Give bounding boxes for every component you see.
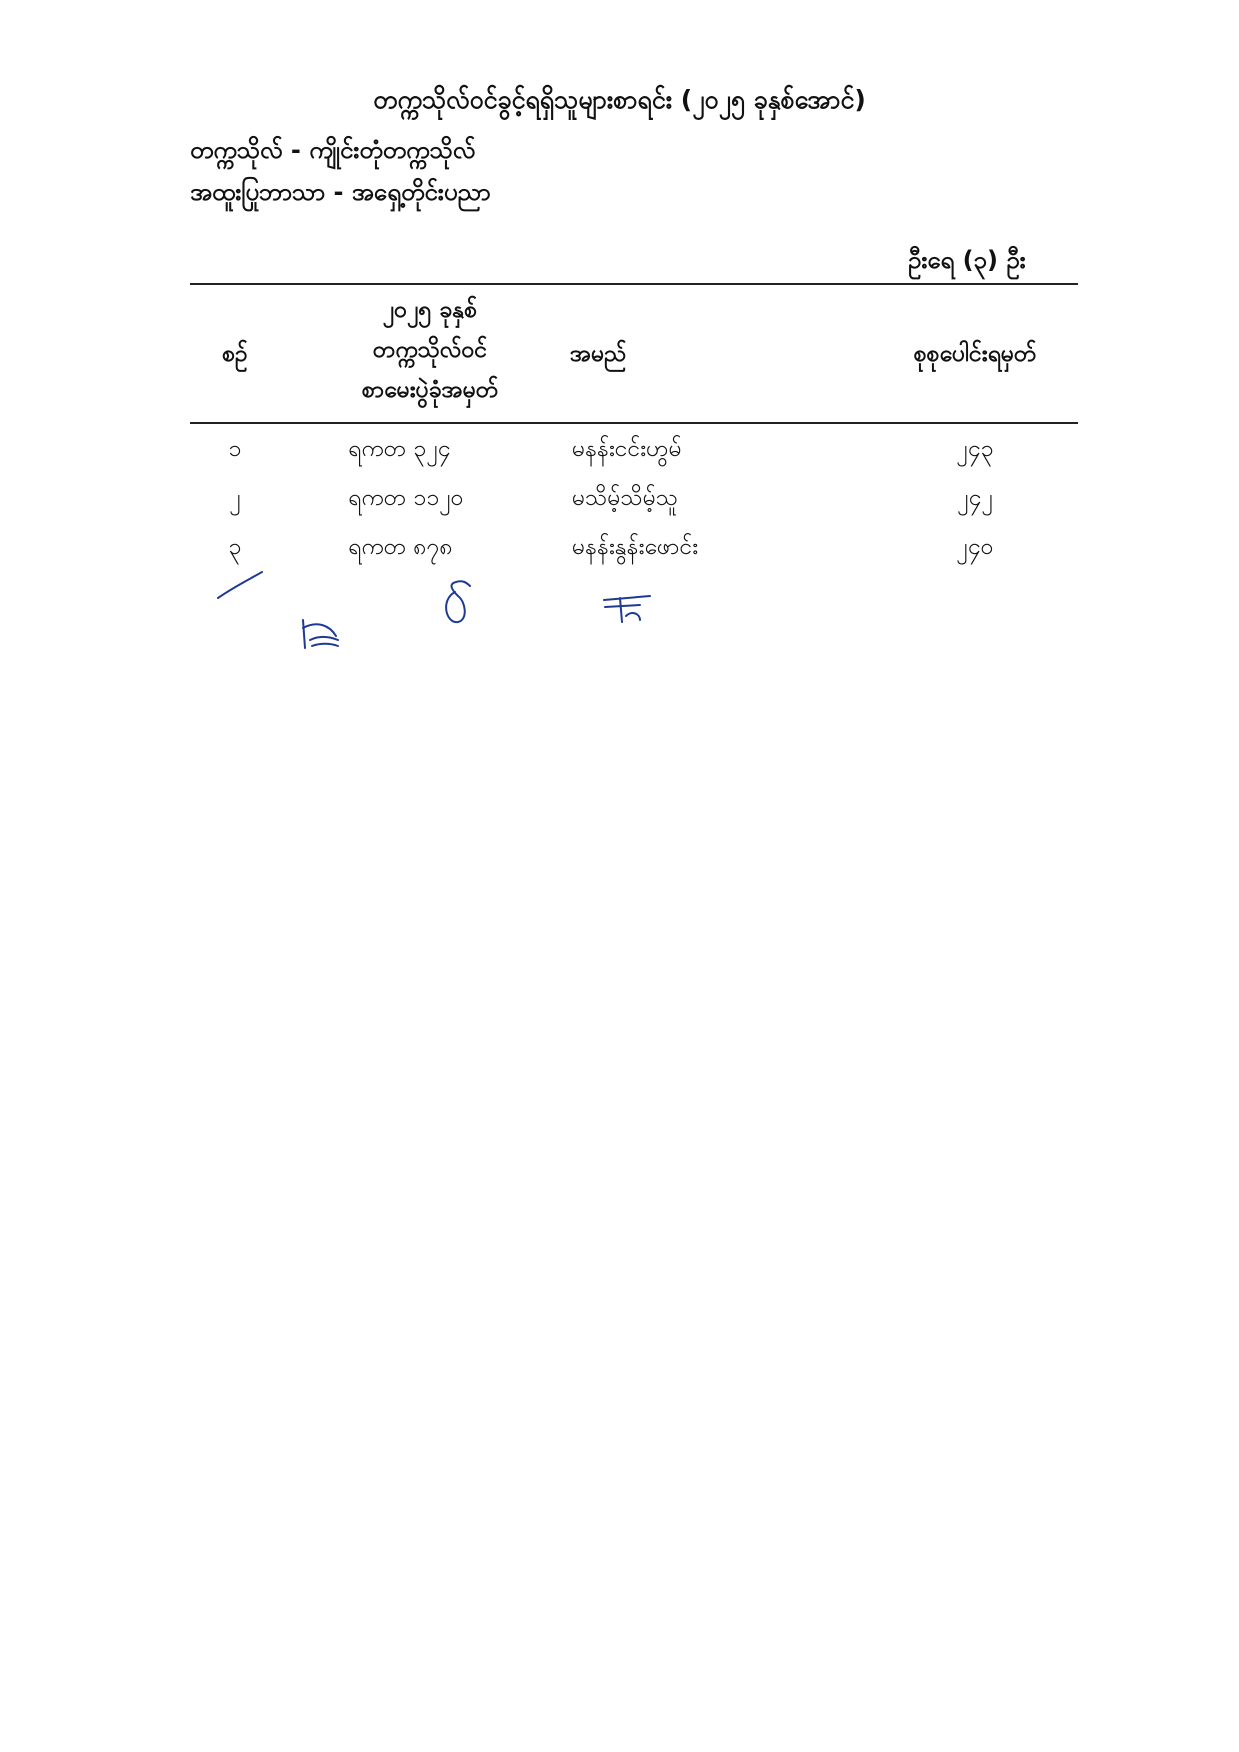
- signature-3: [446, 581, 470, 622]
- row-3-no: ၃: [228, 534, 242, 560]
- signature-4: [604, 596, 650, 622]
- headcount-line: ဦးရေ (၃) ဦး: [908, 246, 1026, 274]
- university-line: တက္ကသိုလ် - ကျိုင်းတုံတက္ကသိုလ်: [190, 136, 476, 164]
- row-2-no: ၂: [229, 485, 241, 511]
- signature-2: [303, 620, 338, 648]
- row-1-name: မနန်းငင်းဟွမ်: [572, 436, 682, 462]
- row-1-no: ၁: [228, 436, 242, 462]
- subject-line: အထူးပြုဘာသာ - အရှေ့တိုင်းပညာ: [190, 178, 491, 206]
- signatures: [0, 0, 1239, 700]
- row-2-name: မသိမ့်သိမ့်သူ: [572, 485, 679, 511]
- row-3-roll-number: ရကတ ၈၇၈: [348, 534, 453, 560]
- column-header-roll-line3: စာမေးပွဲခုံအမှတ်: [361, 377, 499, 403]
- column-header-roll-line1: ၂၀၂၅ ခုနှစ်: [382, 297, 478, 323]
- row-3-total-marks: ၂၄၀: [956, 534, 994, 560]
- column-header-name: အမည်: [570, 341, 627, 367]
- signature-1: [218, 572, 262, 598]
- row-2-roll-number: ရကတ ၁၁၂၀: [348, 485, 464, 511]
- row-1-total-marks: ၂၄၃: [956, 436, 994, 462]
- document-title: တက္ကသိုလ်ဝင်ခွင့်ရရှိသူများစာရင်း (၂၀၂၅ ခုနှစ်အောင်): [373, 85, 866, 114]
- column-header-total-marks: စုစုပေါင်းရမှတ်: [913, 341, 1037, 367]
- row-2-total-marks: ၂၄၂: [957, 485, 993, 511]
- row-3-name: မနန်းနွန်းဖောင်း: [572, 534, 699, 560]
- row-1-roll-number: ရကတ ၃၂၄: [348, 436, 451, 462]
- column-header-no: စဉ်: [222, 341, 248, 367]
- column-header-roll-line2: တက္ကသိုလ်ဝင်: [372, 337, 488, 363]
